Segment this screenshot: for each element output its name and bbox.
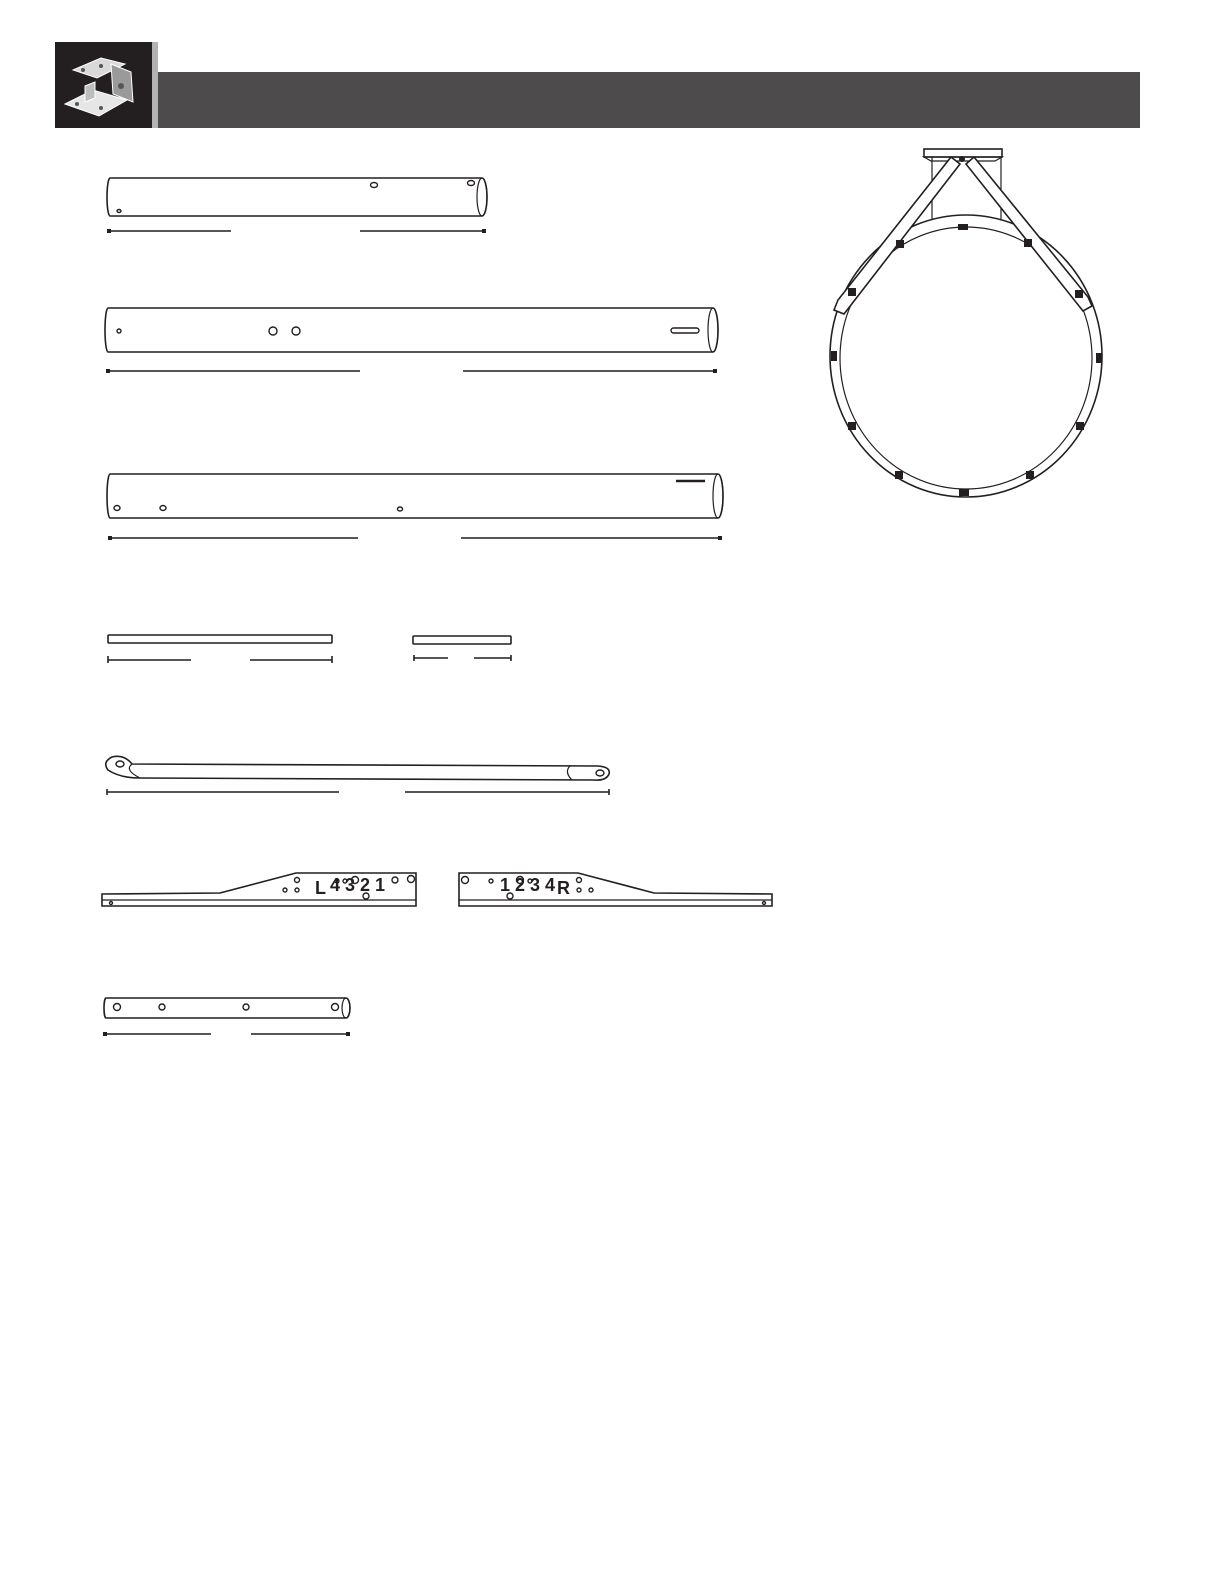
pole-short [107,178,487,216]
dimension-line [107,229,486,233]
support-brace [106,756,610,780]
dimension-line [106,369,717,373]
left-arm-digits: 4 3 2 1 [330,875,386,895]
dimension-line [108,536,722,540]
flat-bar-long [108,635,332,643]
dimension-line [107,789,609,795]
dimension-line [414,655,511,661]
right-arm-digits: 1 2 3 4 [500,875,556,895]
dimension-line [108,656,332,663]
dimension-line [103,1032,350,1036]
right-arm-label: R [557,878,570,898]
short-tube [104,998,350,1018]
rim-assembly [830,149,1102,497]
pole-long-slotted [105,308,718,352]
left-arm-label: L [315,878,326,898]
pole-long [107,474,723,518]
flat-bar-short [413,636,511,644]
